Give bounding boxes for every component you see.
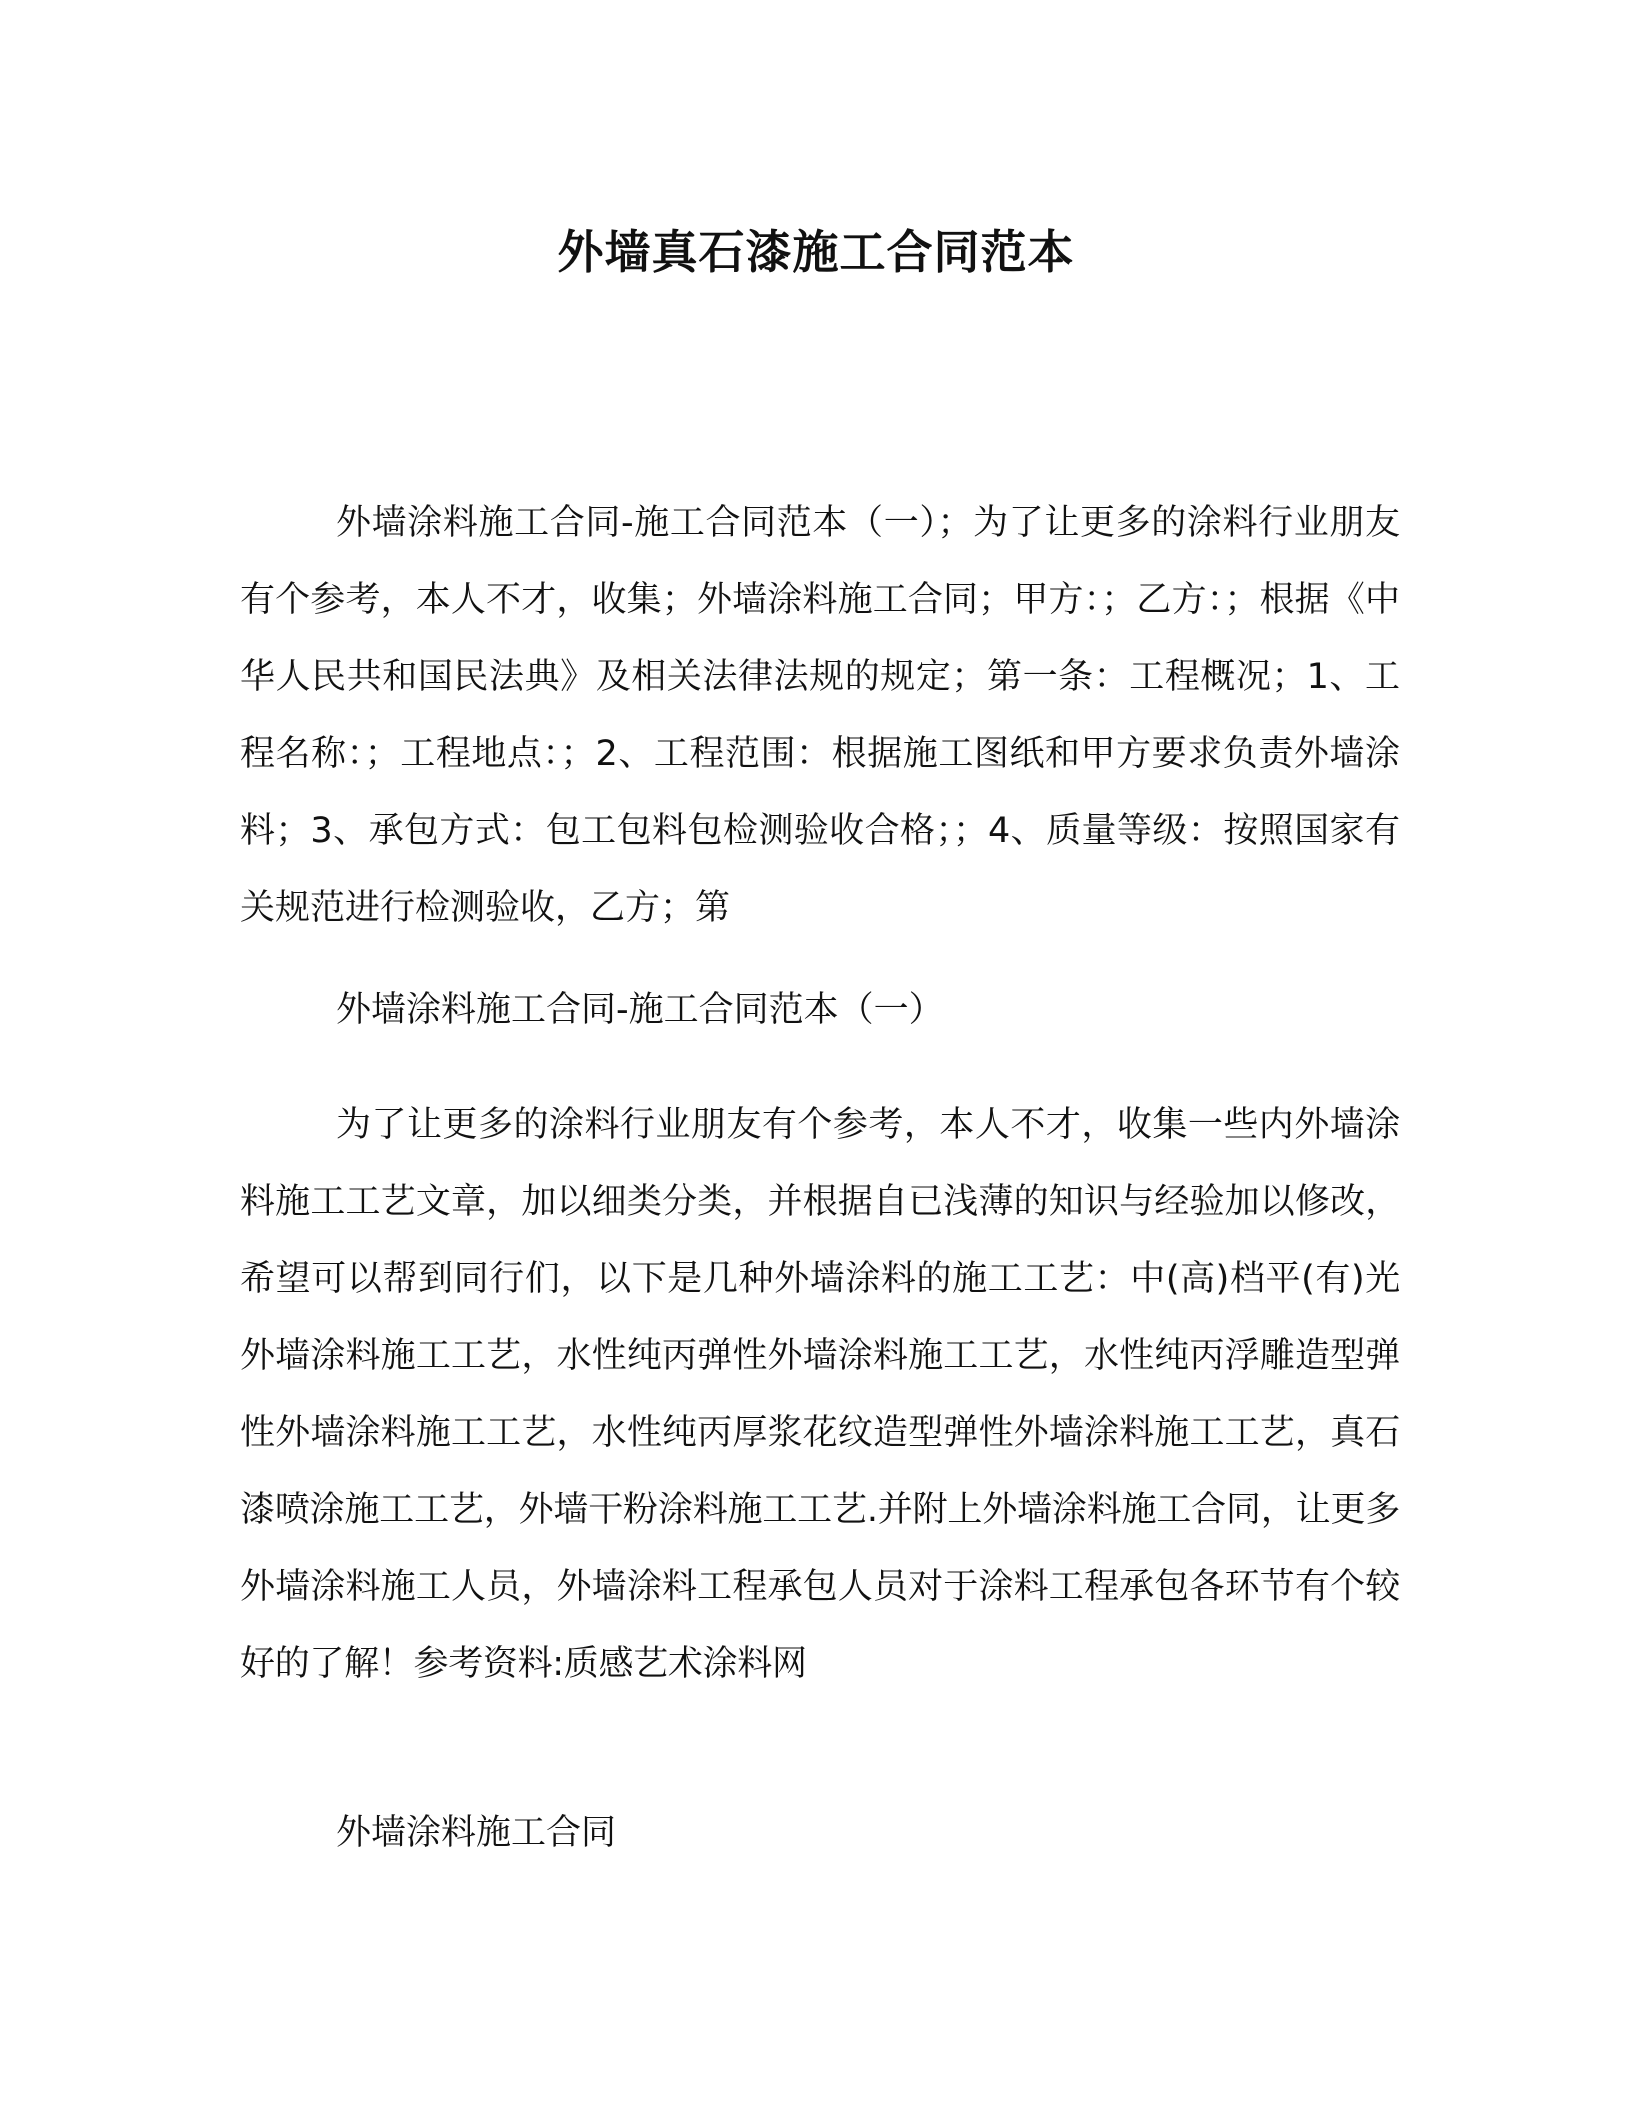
- paragraph-heading-contract-sample: 外墙涂料施工合同-施工合同范本（一）: [336, 990, 944, 1030]
- paragraph-heading-contract: 外墙涂料施工合同: [336, 1813, 617, 1853]
- paragraph-summary: 外墙涂料施工合同-施工合同范本（一）；为了让更多的涂料行业朋友有个参考，本人不才，收集；外墙涂料施工合同；甲方：；乙方：；根据《中华人民共和国民法典》及相关法律法规的规定；第一条：工程概况；1、工程名称：；工程地点：；2、工程范围：根据施工图纸和甲方要求负责外墙涂料；3、承包方式：包工包料包检测验收合格；；4、质量等级：按照国家有关规范进行检测验收，乙方；第: [240, 503, 1400, 928]
- paragraph-introduction: 为了让更多的涂料行业朋友有个参考，本人不才，收集一些内外墙涂料施工工艺文章，加以细类分类，并根据自已浅薄的知识与经验加以修改，希望可以帮到同行们，以下是几种外墙涂料的施工工艺：中(高)档平(有)光外墙涂料施工工艺，水性纯丙弹性外墙涂料施工工艺，水性纯丙浮雕造型弹性外墙涂料施工工艺，水性纯丙厚浆花纹造型弹性外墙涂料施工工艺，真石漆喷涂施工工艺，外墙干粉涂料施工工艺.并附上外墙涂料施工合同，让更多外墙涂料施工人员，外墙涂料工程承包人员对于涂料工程承包各环节有个较好的了解！参考资料:质感艺术涂料网: [240, 1105, 1400, 1684]
- document-title: 外墙真石漆施工合同范本: [557, 225, 1075, 279]
